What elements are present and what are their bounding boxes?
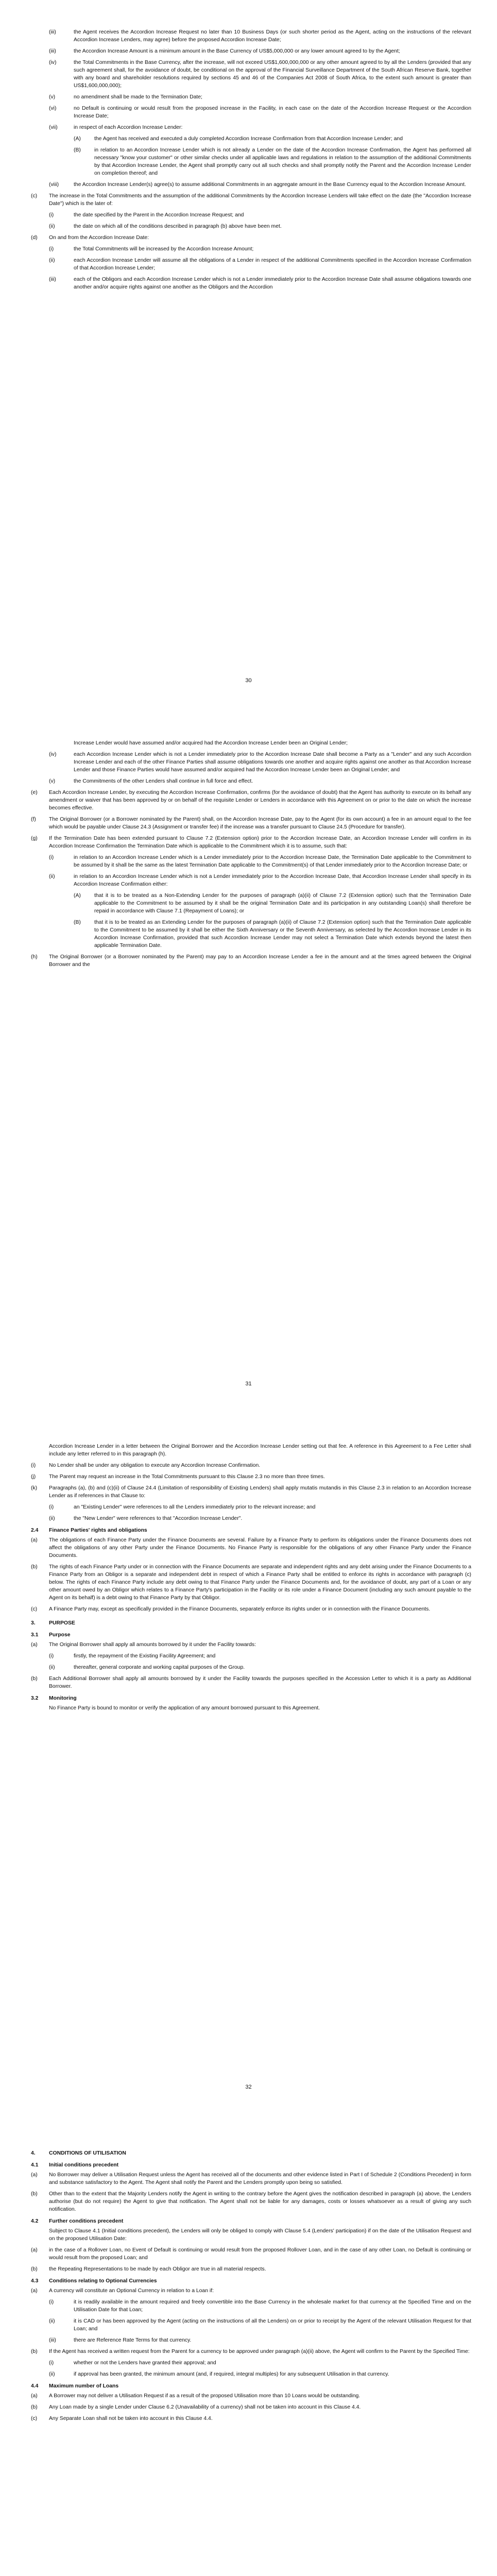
list-item	[31, 2287, 471, 2295]
item-label: (v)	[49, 778, 56, 784]
list-item	[49, 1664, 471, 1671]
page-31-content	[31, 739, 471, 972]
item-label: (iii)	[49, 277, 56, 282]
item-label: (ii)	[49, 2318, 55, 2324]
item-label: (A)	[74, 136, 81, 142]
item-text: that it is to be treated as an Extending Lender for the purposes of paragraph (a)(ii) of Clause 7.2 (Extension option) such that the Termination Date applicable to the Commitment to be assumed by it shall be either the Sixth Anniversary or the Seventh Anniversary, as selected by the Accordion Increase Lender in its Accordion Increase Confirmation, provided that such Accordion Increase Lender may not select a Termination Date which extends beyond the latest then applicable Termination Date.	[94, 920, 471, 948]
list-item	[31, 2246, 471, 2262]
item-label: (vii)	[49, 125, 58, 130]
item-label: (b)	[31, 2404, 38, 2410]
list-item	[31, 2392, 471, 2400]
list-item	[49, 28, 471, 44]
item-text: firstly, the repayment of the Existing Facility Agreement; and	[74, 1653, 216, 1659]
item-text: If the Termination Date has been extended pursuant to Clause 7.2 (Extension option) prior to the Accordion Increase Date, an Accordion Increase Lender will confirm in its Accordion Increase Confirmation the Termination Date which is applicable to the Commitment which it is to assume, such that:	[49, 836, 471, 849]
item-label: (f)	[31, 817, 36, 822]
page-31	[0, 703, 497, 1406]
clause-heading	[31, 2149, 471, 2157]
list-item	[31, 1605, 471, 1613]
item-text: Each Accordion Increase Lender, by executing the Accordion Increase Confirmation, confirms (for the avoidance of doubt) that the Agent has authority to execute on its behalf any amendment or waiver that has been approved by or on behalf of the requisite Lender or Lenders in accordance with this Agreement on or prior to the date on which the increase becomes effective.	[49, 790, 471, 811]
page-number: 30	[245, 677, 252, 684]
item-text: each of the Obligors and each Accordion Increase Lender which is not a Lender immediately prior to the Accordion Increase Date shall assume obligations towards one another and/or acquire rights against one another as the Obligors and the Accordion	[74, 277, 471, 290]
list-item	[74, 892, 471, 915]
list-item	[31, 1484, 471, 1500]
list-item	[49, 59, 471, 90]
list-item	[31, 1675, 471, 1690]
item-text: Each Additional Borrower shall apply all amounts borrowed by it under the Facility towards the purposes specified in the Accession Letter to which it is a party as Additional Borrower.	[49, 1676, 471, 1689]
item-label: (ii)	[49, 2371, 55, 2377]
item-label: (a)	[31, 2247, 38, 2253]
item-label: (j)	[31, 1474, 36, 1480]
clause-number: 4.1	[31, 2162, 39, 2168]
item-label: (b)	[31, 2266, 38, 2272]
item-text: the Agent has received and executed a duly completed Accordion Increase Confirmation from that Accordion Increase Lender; and	[94, 136, 403, 142]
item-text: A currency will constitute an Optional Currency in relation to a Loan if:	[49, 2288, 214, 2294]
item-label: (i)	[49, 855, 54, 860]
list-item	[31, 2403, 471, 2411]
clause-title: CONDITIONS OF UTILISATION	[49, 2150, 126, 2156]
subclause-heading	[31, 1694, 471, 1702]
item-text: If the Agent has received a written request from the Parent for a currency to be approved under paragraph (a)(ii) above, the Agent will confirm to the Parent by the Specified Time:	[49, 2349, 470, 2354]
item-text: the Repeating Representations to be made by each Obligor are true in all material respects.	[49, 2266, 266, 2272]
clause-number: 3.	[31, 1620, 36, 1626]
list-item	[49, 2336, 471, 2344]
item-text: the Total Commitments will be increased by the Accordion Increase Amount;	[74, 246, 254, 252]
list-item	[74, 919, 471, 950]
item-label: (ii)	[49, 1516, 55, 1521]
item-label: (B)	[74, 147, 81, 153]
list-item	[31, 234, 471, 242]
item-label: (c)	[31, 1606, 38, 1612]
item-label: (iii)	[49, 48, 56, 54]
item-label: (a)	[31, 1537, 38, 1543]
item-text: no amendment shall be made to the Termination Date;	[74, 94, 202, 100]
list-item	[74, 146, 471, 177]
item-label: (A)	[74, 893, 81, 899]
item-text: A Borrower may not deliver a Utilisation Request if as a result of the proposed Utilisation more than 10 Loans would be outstanding.	[49, 2393, 361, 2399]
list-item	[49, 105, 471, 120]
item-text: in the case of a Rollover Loan, no Event of Default is continuing or would result from the proposed Rollover Loan, and in the case of any other Loan, no Default is continuing or would result from the proposed Loan; and	[49, 2247, 471, 2261]
item-label: (viii)	[49, 182, 59, 188]
list-item	[49, 873, 471, 888]
item-text: The Original Borrower shall apply all amounts borrowed by it under the Facility towards:	[49, 1642, 256, 1648]
item-label: (ii)	[49, 258, 55, 263]
paragraph-text: No Finance Party is bound to monitor or verify the application of any amount borrowed pursuant to this Agreement.	[49, 1705, 320, 1711]
list-item	[31, 835, 471, 850]
list-item	[49, 854, 471, 869]
list-item	[74, 135, 471, 143]
item-text: the Accordion Increase Lender(s) agree(s) to assume additional Commitments in an aggregate amount in the Base Currency equal to the Accordion Increase Amount.	[74, 182, 466, 188]
clause-title: Monitoring	[49, 1696, 77, 1701]
item-label: (e)	[31, 790, 38, 795]
list-item	[31, 2190, 471, 2213]
item-text: The obligations of each Finance Party under the Finance Documents are several. Failure by a Finance Party to perform its obligations under the Finance Documents does not affect the obligations of any other Party under the Finance Documents. No Finance Party is responsible for the obligations of any other Finance Party under the Finance Documents.	[49, 1537, 471, 1558]
item-label: (a)	[31, 1642, 38, 1648]
item-text: the date on which all of the conditions described in paragraph (b) above have been met.	[74, 224, 282, 229]
list-item	[31, 2171, 471, 2187]
clause-number: 2.4	[31, 1528, 39, 1533]
item-label: (b)	[31, 2191, 38, 2197]
subclause-heading	[31, 2277, 471, 2285]
item-text: it is readily available in the amount required and freely convertible into the Base Currency in the wholesale market for that currency at the Specified Time and on the Utilisation Date for that Loan;	[74, 2299, 471, 2313]
item-text: in relation to an Accordion Increase Lender which is a Lender immediately prior to the Accordion Increase Date, the Termination Date applicable to the Commitment to be assumed by it shall be the same as the latest Termination Date applicable to the Commitment(s) of that Lender immediately prior to the Accordion Increase Date; or	[74, 855, 471, 868]
page-30-content	[31, 28, 471, 295]
page-32-content	[31, 1443, 471, 1716]
list-item	[49, 245, 471, 253]
item-text: an "Existing Lender" were references to all the Lenders immediately prior to the relevant increase; and	[74, 1504, 316, 1510]
list-item	[49, 751, 471, 774]
list-item	[31, 953, 471, 969]
clause-number: 3.1	[31, 1632, 39, 1638]
subclause-heading	[31, 2217, 471, 2225]
list-item	[49, 2317, 471, 2333]
item-label: (iii)	[49, 2337, 56, 2343]
item-label: (i)	[49, 1504, 54, 1510]
item-text: The Parent may request an increase in the Total Commitments pursuant to this Clause 2.3 no more than three times.	[49, 1474, 325, 1480]
item-text: The Original Borrower (or a Borrower nominated by the Parent) may pay to an Accordion Increase Lender a fee in the amount and at the times agreed between the Original Borrower and the	[49, 954, 471, 968]
item-text: Other than to the extent that the Majority Lenders notify the Agent in writing to the contrary before the Agent gives the notification described in paragraph (a) above, the Lenders authorise (but do not require) the Agent to give that notification. The Agent shall not be liable for any damages, costs or losses whatsoever as a result of giving any such notification.	[49, 2191, 471, 2212]
list-item	[49, 47, 471, 55]
item-label: (ii)	[49, 224, 55, 229]
item-text: the Agent receives the Accordion Increase Request no later than 10 Business Days (or such shorter period as the Agent, acting on the instructions of the relevant Accordion Increase Lenders, may agree) before the proposed Accordion Increase Date;	[74, 29, 471, 43]
item-text: Any Loan made by a single Lender under Clause 6.2 (Unavailability of a currency) shall not be taken into account in this Clause 4.4.	[49, 2404, 361, 2410]
item-label: (b)	[31, 2349, 38, 2354]
clause-title: Conditions relating to Optional Currencies	[49, 2278, 157, 2284]
list-item	[31, 2415, 471, 2422]
item-label: (iii)	[49, 29, 56, 35]
page-30	[0, 0, 497, 703]
list-item	[49, 1503, 471, 1511]
item-label: (b)	[31, 1676, 38, 1682]
item-label: (i)	[49, 1653, 54, 1659]
item-text: No Borrower may deliver a Utilisation Request unless the Agent has received all of the documents and other evidence listed in Part I of Schedule 2 (Conditions Precedent) in form and substance satisfactory to the Agent. The Agent shall notify the Parent and the Lenders promptly upon being so satisfied.	[49, 2172, 471, 2185]
list-item	[49, 777, 471, 785]
list-item	[31, 789, 471, 812]
item-text: The rights of each Finance Party under or in connection with the Finance Documents are separate and independent rights and any debt arising under the Finance Documents to a Finance Party from an Obligor is a separate and independent debt in respect of which a Finance Party shall be entitled to enforce its rights in accordance with paragraph (c) below. The rights of each Finance Party include any debt owing to that Finance Party under the Finance Documents and, for the avoidance of doubt, any part of a Loan or any other amount owed by an Obligor which relates to a Finance Party's participation in the Facility or its role under a Finance Document (including any such amount payable to the Agent on its behalf) is a debt owing to that Finance Party by that Obligor.	[49, 1564, 471, 1601]
item-label: (c)	[31, 193, 38, 199]
item-label: (d)	[31, 235, 38, 241]
item-text: the Accordion Increase Amount is a minimum amount in the Base Currency of US$5,000,000 or any lower amount agreed to by the Agent;	[74, 48, 400, 54]
item-text: each Accordion Increase Lender which is not a Lender immediately prior to the Accordion Increase Date shall become a Party as a "Lender" and any such Accordion Increase Lender and each of the other Finance Parties shall assume obligations towards one another and acquire rights against one another as that Accordion Increase Lender and those Finance Parties would have assumed and/or acquired had the Accordion Increase Lender been an Original Lender; and	[74, 752, 471, 773]
list-item	[31, 2348, 471, 2355]
subclause-heading	[31, 1631, 471, 1639]
item-label: (ii)	[49, 1665, 55, 1670]
page-33-content	[31, 2143, 471, 2426]
item-text: if approval has been granted, the minimum amount (and, if required, integral multiples) for any subsequent Utilisation in that currency.	[74, 2371, 389, 2377]
paragraph-text: Increase Lender would have assumed and/or acquired had the Accordion Increase Lender been an Original Lender;	[74, 740, 348, 746]
subclause-heading	[31, 1527, 471, 1534]
page-number: 31	[245, 1381, 252, 1387]
item-text: No Lender shall be under any obligation to execute any Accordion Increase Confirmation.	[49, 1463, 261, 1468]
list-item	[31, 192, 471, 208]
list-item	[31, 1563, 471, 1602]
item-text: The Original Borrower (or a Borrower nominated by the Parent) shall, on the Accordion Increase Date, pay to the Agent (for its own account) a fee in an amount equal to the fee which would be payable under Clause 24.3 (Assignment or transfer fee) if the increase was a transfer pursuant to Clause 24.5 (Procedure for transfer).	[49, 817, 471, 830]
item-text: the Total Commitments in the Base Currency, after the increase, will not exceed US$1,600,000,000 or any other amount agreed to by all the Lenders (provided that any such agreement shall, for the avoidance of doubt, be conditional on the approval of the Financial Surveillance Department of the South African Reserve Bank, together with any board and shareholder resolutions required by sections 45 and 46 of the Companies Act 2008 of South Africa, to the extent such amount is greater than US$1,600,000,000);	[74, 60, 471, 89]
list-item	[49, 181, 471, 189]
item-text: A Finance Party may, except as specifically provided in the Finance Documents, separately enforce its rights under or in connection with the Finance Documents.	[49, 1606, 431, 1612]
clause-title: Maximum number of Loans	[49, 2383, 119, 2389]
page-33	[0, 2110, 497, 2576]
list-item	[31, 1536, 471, 1560]
list-item	[31, 1462, 471, 1469]
item-label: (a)	[31, 2393, 38, 2399]
paragraph-text: Accordion Increase Lender in a letter between the Original Borrower and the Accordion Increase Lender setting out that fee. A reference in this Agreement to a Fee Letter shall include any letter referred to in this paragraph (h).	[49, 1444, 471, 1457]
list-item	[31, 816, 471, 831]
item-text: each Accordion Increase Lender will assume all the obligations of a Lender in respect of the additional Commitments specified in the Accordion Increase Confirmation of that Accordion Increase Lender;	[74, 258, 471, 271]
item-label: (i)	[49, 2360, 54, 2366]
page-number: 32	[245, 2084, 252, 2090]
list-item	[49, 93, 471, 101]
clause-title: PURPOSE	[49, 1620, 75, 1626]
list-item	[49, 2370, 471, 2378]
item-text: no Default is continuing or would result from the proposed increase in the Facility, in each case on the date of the Accordion Increase Request or the Accordion Increase Date;	[74, 106, 471, 119]
clause-heading	[31, 1619, 471, 1627]
item-text: Any Separate Loan shall not be taken into account in this Clause 4.4.	[49, 2416, 213, 2421]
list-item	[31, 1641, 471, 1649]
clause-title: Purpose	[49, 1632, 71, 1638]
list-item	[49, 1515, 471, 1522]
item-label: (iv)	[49, 752, 57, 757]
item-text: Paragraphs (a), (b) and (c)(ii) of Clause 24.4 (Limitation of responsibility of Existing Lenders) shall apply mutatis mutandis in this Clause 2.3 in relation to an Accordion Increase Lender as if references in that Clause to:	[49, 1485, 471, 1499]
clause-number: 4.2	[31, 2218, 39, 2224]
clause-number: 3.2	[31, 1696, 39, 1701]
item-text: thereafter, general corporate and working capital purposes of the Group.	[74, 1665, 245, 1670]
clause-number: 4.4	[31, 2383, 39, 2389]
list-item	[49, 124, 471, 131]
item-text: in relation to an Accordion Increase Lender which is not already a Lender on the date of the Accordion Increase Confirmation, the Agent has performed all necessary "know your customer" or other similar checks under all applicable laws and regulations in relation to the assumption of the additional Commitments by that Accordion Increase Lender, the Agent shall promptly carry out all such checks and shall promptly notify the Parent and the Accordion Increase Lender on completion thereof; and	[94, 147, 471, 176]
clause-title: Finance Parties' rights and obligations	[49, 1528, 147, 1533]
item-text: whether or not the Lenders have granted their approval; and	[74, 2360, 216, 2366]
list-item	[49, 2298, 471, 2314]
clause-title: Initial conditions precedent	[49, 2162, 119, 2168]
item-text: in respect of each Accordion Increase Lender:	[74, 125, 183, 130]
item-label: (B)	[74, 920, 81, 925]
clause-title: Further conditions precedent	[49, 2218, 124, 2224]
item-label: (v)	[49, 94, 56, 100]
item-label: (h)	[31, 954, 38, 960]
item-text: The increase in the Total Commitments and the assumption of the additional Commitments by the Accordion Increase Lenders will take effect on the date (the "Accordion Increase Date") which is the later of:	[49, 193, 471, 207]
item-label: (i)	[49, 212, 54, 218]
subclause-heading	[31, 2382, 471, 2390]
paragraph-text: Subject to Clause 4.1 (Initial conditions precedent), the Lenders will only be obliged to comply with Clause 5.4 (Lenders' participation) if on the date of the Utilisation Request and on the proposed Utilisation Date:	[49, 2228, 471, 2242]
item-text: in relation to an Accordion Increase Lender which is not a Lender immediately prior to the Accordion Increase Date, that Accordion Increase Lender shall specify in its Accordion Increase Confirmation either:	[74, 874, 471, 887]
subclause-heading	[31, 2161, 471, 2169]
item-label: (vi)	[49, 106, 57, 111]
list-item	[49, 223, 471, 230]
item-label: (iv)	[49, 60, 57, 65]
list-item	[49, 211, 471, 219]
item-text: it is CAD or has been approved by the Agent (acting on the instructions of all the Lenders) on or prior to receipt by the Agent of the relevant Utilisation Request for that Loan; and	[74, 2318, 471, 2332]
item-label: (g)	[31, 836, 38, 841]
list-item	[49, 276, 471, 291]
list-item	[49, 257, 471, 272]
item-text: there are Reference Rate Terms for that currency.	[74, 2337, 192, 2343]
item-text: the Commitments of the other Lenders shall continue in full force and effect.	[74, 778, 253, 784]
item-label: (a)	[31, 2288, 38, 2294]
item-label: (k)	[31, 1485, 38, 1491]
item-label: (i)	[49, 2299, 54, 2305]
item-text: that it is to be treated as a Non-Extending Lender for the purposes of paragraph (a)(ii) of Clause 7.2 (Extension option) such that the Termination Date applicable to the Commitment to be assumed by it shall be the original Termination Date and its participation in any outstanding Loan(s) shall therefore be repaid in accordance with Clause 7.1 (Repayment of Loans); or	[94, 893, 471, 914]
item-label: (b)	[31, 1564, 38, 1570]
clause-number: 4.3	[31, 2278, 39, 2284]
item-label: (i)	[31, 1463, 36, 1468]
item-text: the "New Lender" were references to that "Accordion Increase Lender".	[74, 1516, 243, 1521]
list-item	[31, 2265, 471, 2273]
clause-number: 4.	[31, 2150, 36, 2156]
item-label: (a)	[31, 2172, 38, 2178]
item-text: On and from the Accordion Increase Date:	[49, 235, 149, 241]
list-item	[49, 1652, 471, 1660]
item-text: the date specified by the Parent in the Accordion Increase Request; and	[74, 212, 244, 218]
item-label: (i)	[49, 246, 54, 252]
page-32	[0, 1406, 497, 2110]
list-item	[49, 2359, 471, 2367]
item-label: (ii)	[49, 874, 55, 879]
item-label: (c)	[31, 2416, 38, 2421]
list-item	[31, 1473, 471, 1481]
